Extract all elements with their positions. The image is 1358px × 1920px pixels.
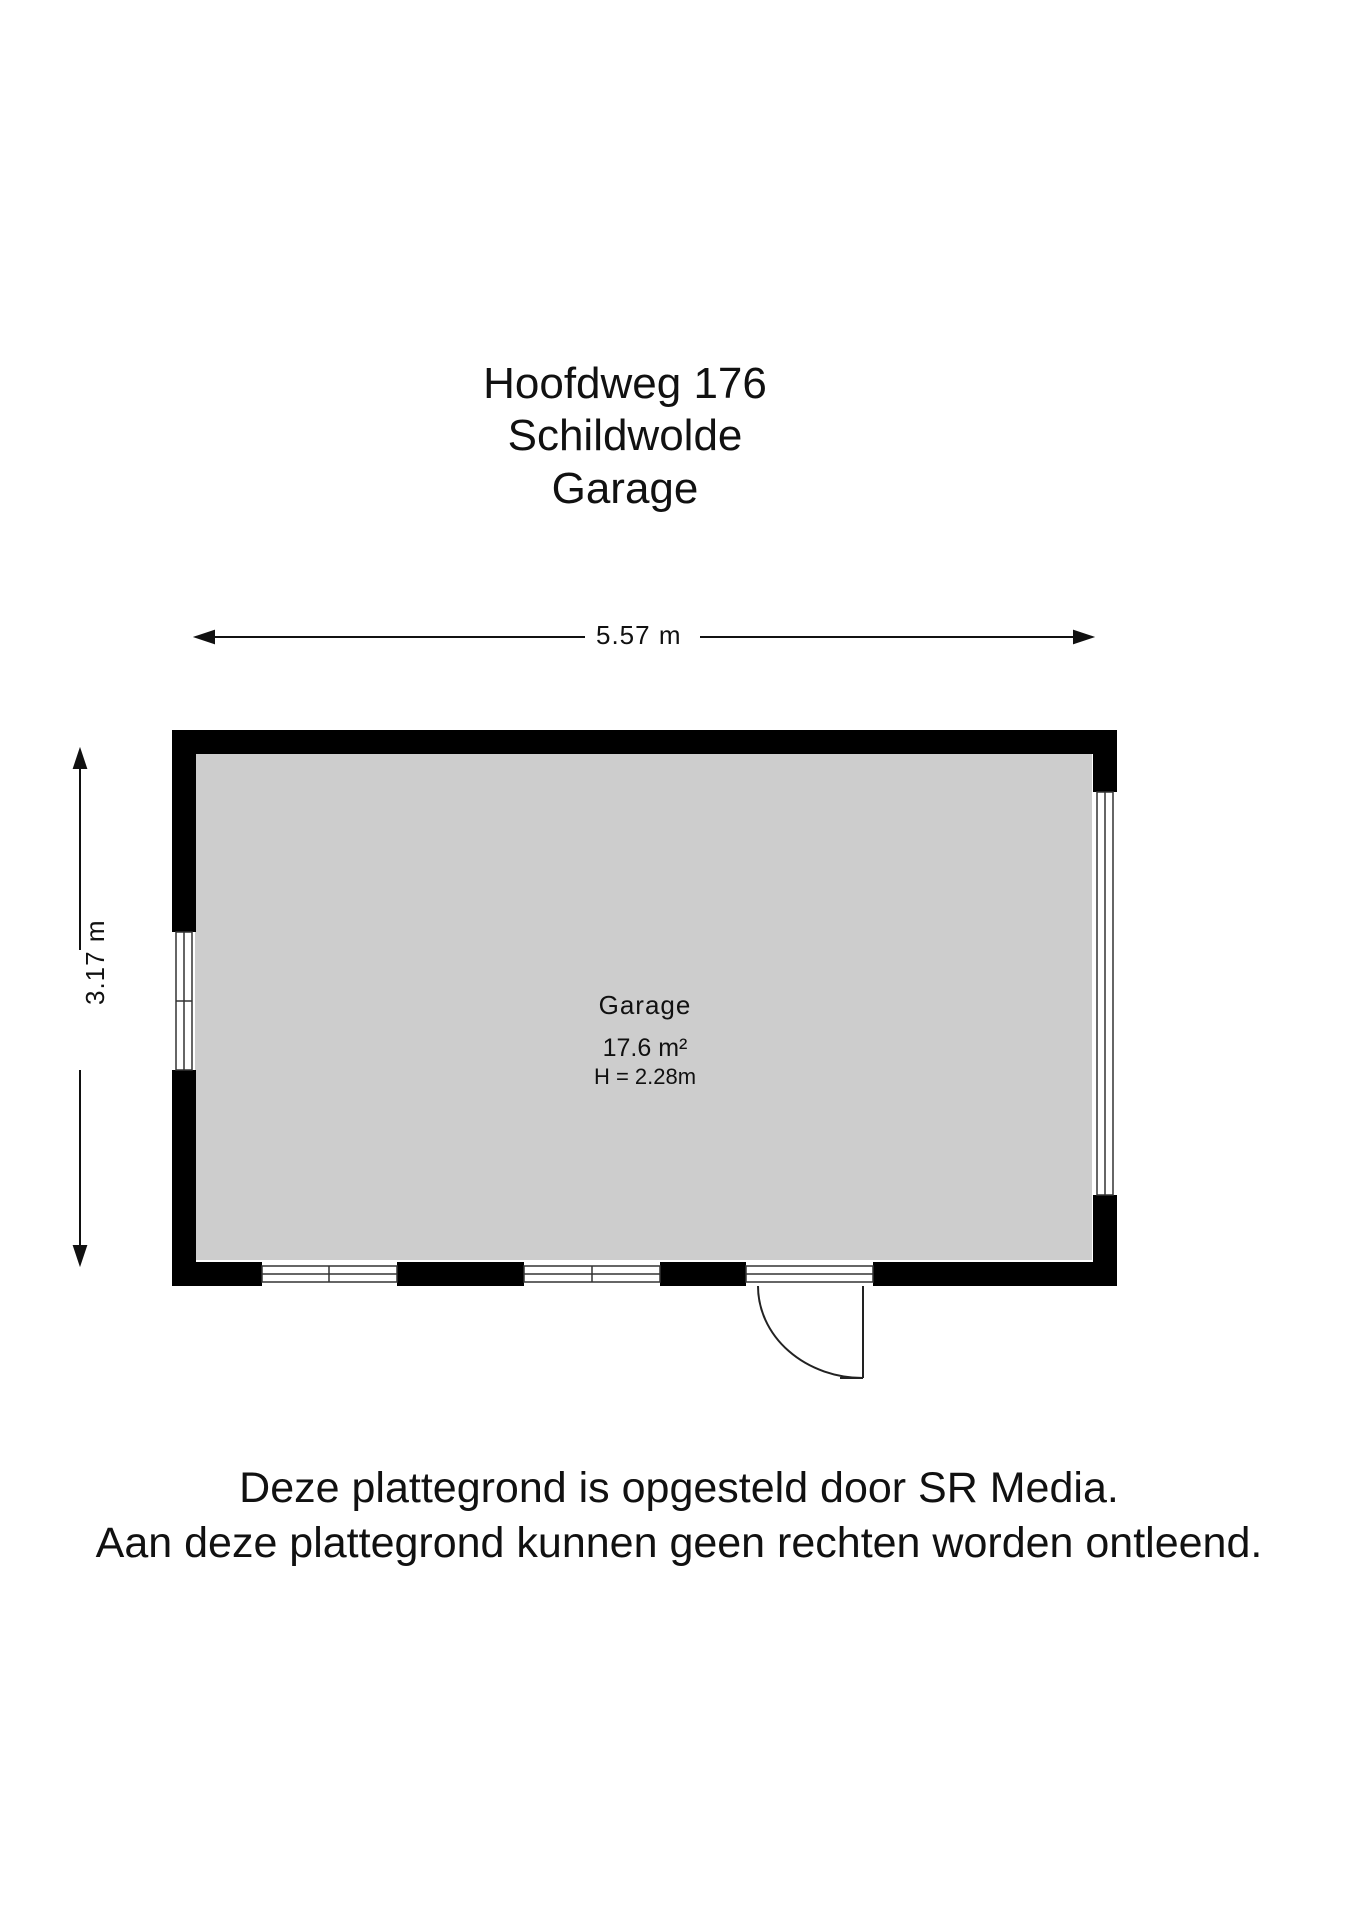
door-swing xyxy=(758,1286,863,1378)
floor-title: Garage xyxy=(551,464,699,513)
room-height: H = 2.28m xyxy=(593,1064,697,1089)
disclaimer-line-1: Deze plattegrond is opgesteld door SR Media. xyxy=(239,1464,1119,1512)
disclaimer-line-2: Aan deze plattegrond kunnen geen rechten worden ontleend. xyxy=(95,1519,1263,1567)
depth-dimension-label: 3.17 m xyxy=(80,919,110,1005)
room-area: 17.6 m² xyxy=(602,1034,688,1062)
depth-dimension-line xyxy=(74,750,86,1264)
town-title: Schildwolde xyxy=(507,411,743,460)
width-dimension-label: 5.57 m xyxy=(596,620,682,650)
address-title: Hoofdweg 176 xyxy=(483,359,767,408)
room-name: Garage xyxy=(598,990,692,1020)
